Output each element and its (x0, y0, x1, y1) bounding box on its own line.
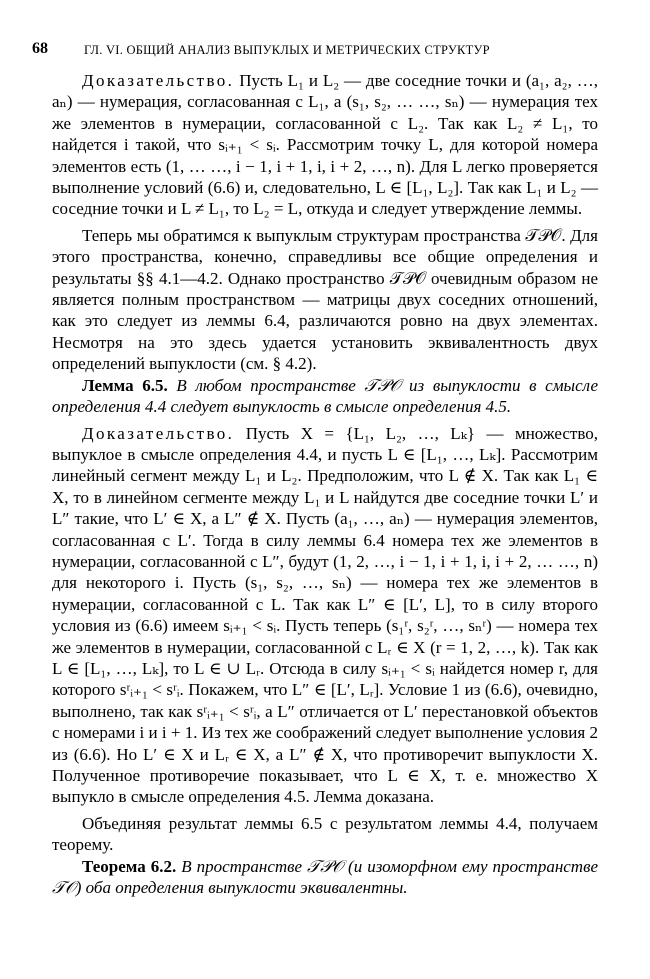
theorem-statement: В пространстве 𝒯𝒫𝒪 (и изоморфном ему пространстве 𝒯𝒪) оба определения выпуклости эквивалентны. (52, 856, 599, 898)
lemma-statement: В любом пространстве 𝒯𝒫𝒪 из выпуклости в смысле определения 4.4 следует выпуклость в смысле определения 4.5. (52, 375, 598, 417)
running-title: ГЛ. VI. ОБЩИЙ АНАЛИЗ ВЫПУКЛЫХ И МЕТРИЧЕСКИХ СТРУКТУР (84, 43, 490, 57)
page-number: 68 (32, 40, 48, 57)
page-header (32, 38, 614, 62)
theorem-label: Теорема 6.2. (82, 856, 177, 876)
paragraph-text: Теперь мы обратимся к выпуклым структурам пространства 𝒯𝒫𝒪. Для этого пространства, конечно, справедливы все общие определения и результаты §§ 4.1—4.2. Однако пространство 𝒯𝒫𝒪 очевидным образом не является полным пространством — матрицы двух соседних отношений, как это следует из леммы 6.4, различаются ровно на двух элементах. Несмотря на это здесь удается установить эквивалентность двух определений выпуклости (см. § 4.2). (52, 225, 598, 374)
proof-label: Доказательство. (82, 71, 235, 90)
proof-text: Пусть L₁ и L₂ — две соседние точки и (a₁, a₂, …, aₙ) — нумерация, согласованная с L₁, а (s₁, s₂, … …, sₙ) — нумерация тех же элементов в нумерации, согласованной с L₂. Так как L₂ ≠ L₁, то найдется i такой, что sᵢ₊₁ < sᵢ. Рассмотрим точку L, для которой номера элементов есть (1, … …, i − 1, i + 1, i, i + 2, …, n). Для L легко проверяется выполнение условий (6.6) и, следовательно, L ∈ [L₁, L₂]. Так как L₁ и L₂ — соседние точки и L ≠ L₁, то L₂ = L, откуда и следует утверждение леммы. (52, 71, 598, 219)
lemma-6-5 (52, 375, 598, 418)
paragraph-combining (52, 813, 598, 856)
lemma-label: Лемма 6.5. (82, 375, 168, 395)
paragraph-convex-structures (52, 225, 598, 375)
proof-text: Пусть X = {L₁, L₂, …, Lₖ} — множество, выпуклое в смысле определения 4.4, и пусть L ∈ [L₁, …, Lₖ]. Рассмотрим линейный сегмент между L₁ и L₂. Предположим, что L ∉ X. Так как L₁ ∈ X, то в линейном сегменте между L₁ и L найдутся две соседние точки L′ и L″ такие, что L′ ∈ X, а L″ ∉ X. Пусть (a₁, …, aₙ) — нумерация элементов, согласованная с L′. Тогда в силу леммы 6.4 номера тех же элементов в нумерации, согласованной с L″, будут (1, 2, …, i − 1, i + 1, i, i + 2, … …, n) для некоторого i. Пусть (s₁, s₂, …, sₙ) — номера тех же элементов в нумерации, согласованной с L. Так как L″ ∈ [L′, L], то в силу второго условия из (6.6) имеем sᵢ₊₁ < sᵢ. Пусть теперь (s₁ʳ, s₂ʳ, …, sₙʳ) — номера тех же элементов в нумерации, согласованной с Lᵣ ∈ X (r = 1, 2, …, k). Так как L ∈ [L₁, …, Lₖ], то L ∈ ∪ Lᵣ. Отсюда в силу sᵢ₊₁ < sᵢ найдется номер r, для которого sʳᵢ₊₁ < sʳᵢ. Покажем, что L″ ∈ [L′, Lᵣ]. Условие 1 из (6.6), очевидно, выполнено, так как sʳᵢ₊₁ < sʳᵢ, а L″ отличается от L′ перестановкой объектов с номерами i и i + 1. Из тех же соображений следует выполнение условия 2 из (6.6). Но L′ ∈ X и Lᵣ ∈ X, а L″ ∉ X, что противоречит выпуклости X. Полученное противоречие показывает, что L ∈ X, т. е. множество X выпукло в смысле определения 4.5. Лемма доказана. (52, 423, 598, 807)
proof-paragraph-2 (52, 423, 598, 808)
proof-label: Доказательство. (82, 423, 235, 443)
paragraph-text: Объединяя результат леммы 6.5 с результатом леммы 4.4, получаем теорему. (52, 813, 598, 855)
page-body (52, 70, 598, 898)
proof-paragraph-1 (52, 70, 598, 220)
theorem-6-2 (52, 856, 598, 899)
